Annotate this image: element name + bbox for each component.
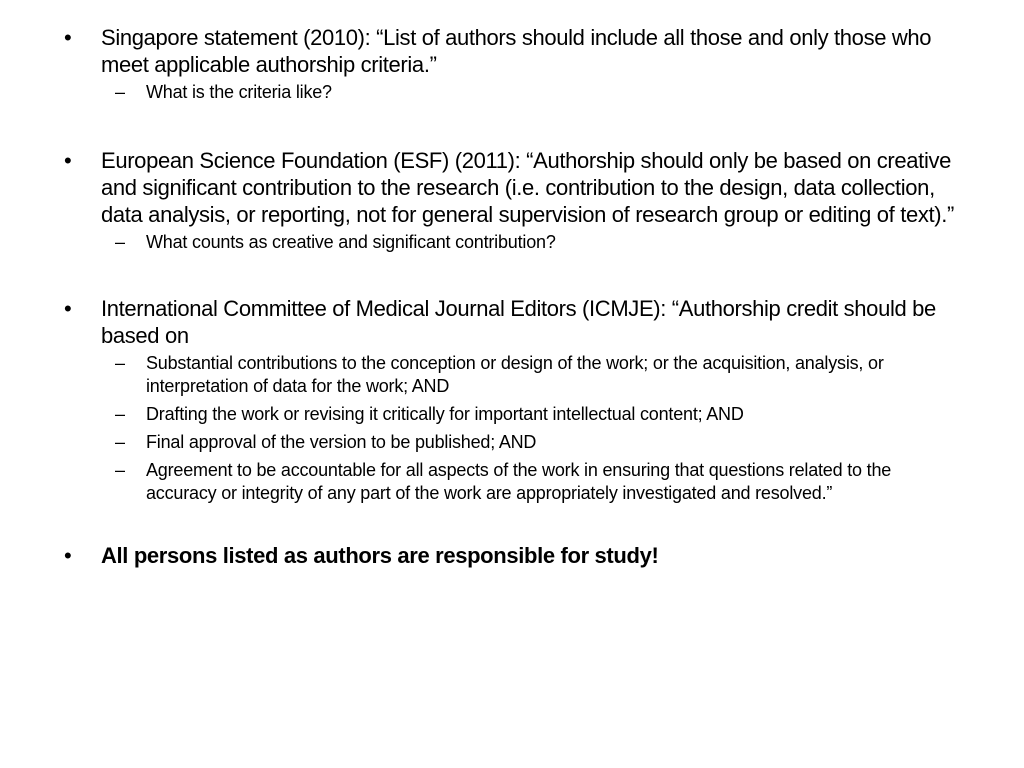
bullet-esf-statement bbox=[64, 147, 966, 228]
bullet-marker: • bbox=[64, 543, 72, 568]
bullet-marker: • bbox=[64, 296, 72, 321]
sub-bullet-marker: – bbox=[115, 460, 126, 480]
sub-bullet bbox=[115, 81, 966, 104]
sub-bullet bbox=[115, 231, 966, 254]
sub-bullet-text: What is the criteria like? bbox=[146, 82, 332, 102]
bullet-icmje-statement bbox=[64, 295, 966, 349]
sub-bullet-text: Agreement to be accountable for all aspects of the work in ensuring that questions related to the accuracy or integrity of any part of the work are appropriately investigated and resolved.” bbox=[146, 460, 892, 503]
sub-bullet bbox=[115, 403, 966, 426]
sub-bullet bbox=[115, 431, 966, 454]
sub-bullet-text: Drafting the work or revising it critically for important intellectual content; AND bbox=[146, 404, 744, 424]
bullet-text: International Committee of Medical Journal Editors (ICMJE): “Authorship credit should be based on bbox=[101, 296, 936, 348]
sub-bullet-marker: – bbox=[115, 404, 126, 424]
sub-bullet-marker: – bbox=[115, 432, 126, 452]
sub-bullet-list bbox=[64, 352, 966, 505]
sub-bullet-marker: – bbox=[115, 353, 126, 373]
sub-bullet-list bbox=[64, 231, 966, 254]
bullet-text: Singapore statement (2010): “List of authors should include all those and only those who meet applicable authorship criteria.” bbox=[101, 25, 932, 77]
sub-bullet bbox=[115, 459, 966, 505]
sub-bullet-marker: – bbox=[115, 232, 126, 252]
bullet-text-bold: All persons listed as authors are responsible for study! bbox=[101, 543, 659, 568]
sub-bullet-list bbox=[64, 81, 966, 104]
bullet-text: European Science Foundation (ESF) (2011): “Authorship should only be based on creative and significant contribution to the research (i.e. contribution to the design, data collection, data analysis, or reporting, not for general supervision of research group or editing of text).” bbox=[101, 148, 954, 227]
bullet-marker: • bbox=[64, 148, 72, 173]
bullet-responsibility bbox=[64, 542, 966, 569]
sub-bullet-text: Final approval of the version to be published; AND bbox=[146, 432, 537, 452]
sub-bullet-marker: – bbox=[115, 82, 126, 102]
bullet-marker: • bbox=[64, 25, 72, 50]
bullet-singapore-statement bbox=[64, 24, 966, 78]
sub-bullet bbox=[115, 352, 966, 398]
sub-bullet-text: What counts as creative and significant contribution? bbox=[146, 232, 556, 252]
sub-bullet-text: Substantial contributions to the conception or design of the work; or the acquisition, analysis, or interpretation of data for the work; AND bbox=[146, 353, 884, 396]
